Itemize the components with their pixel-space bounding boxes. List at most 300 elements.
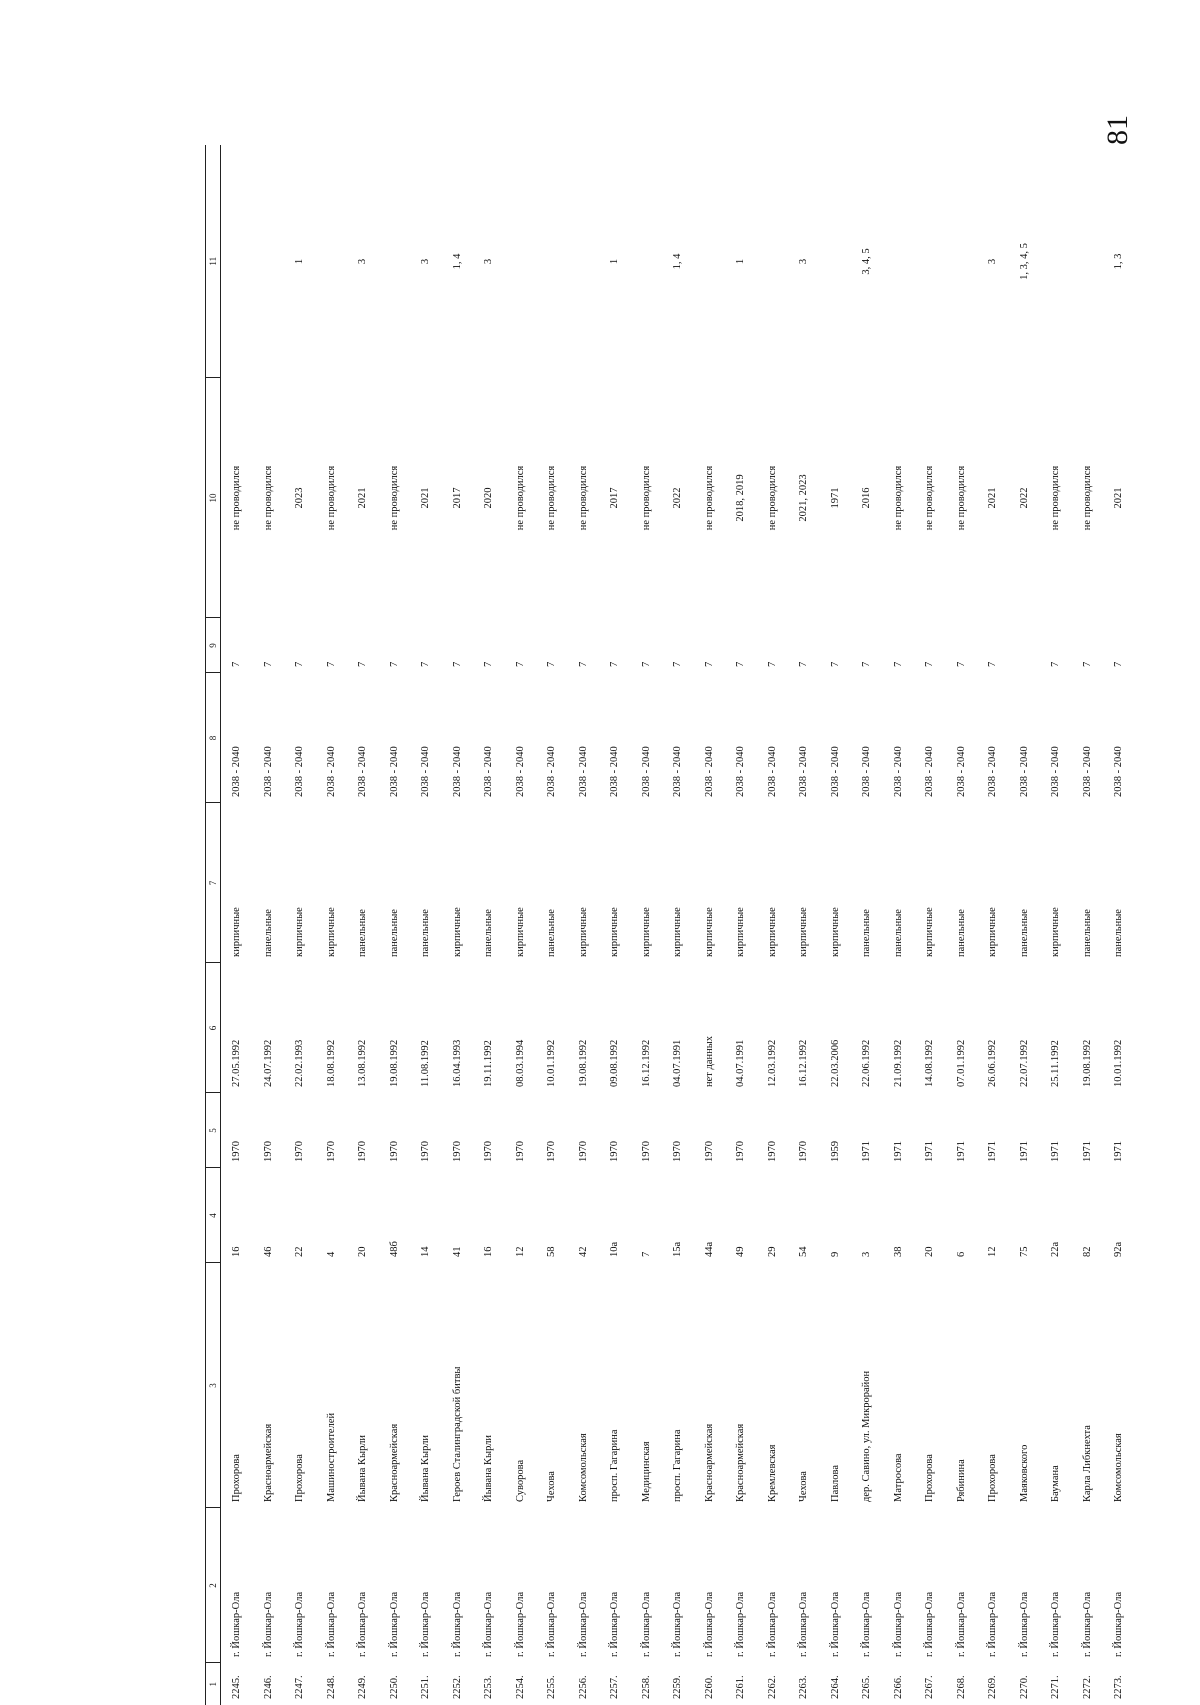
planned-period-cell: 2038 - 2040 xyxy=(451,746,463,797)
row-number-cell: 2257. xyxy=(609,1675,621,1699)
house-number-cell: 44а xyxy=(703,1241,715,1257)
house-number-cell: 10а xyxy=(609,1241,621,1257)
date-cell: 14.08.1992 xyxy=(924,1039,936,1087)
last-repair-cell: 2021 xyxy=(357,487,369,509)
table-row xyxy=(1072,145,1104,1705)
table-row xyxy=(1103,145,1135,1705)
col9-cell: 7 xyxy=(735,661,747,667)
repair-types-cell xyxy=(820,145,852,378)
repair-types-cell xyxy=(221,145,253,378)
street-cell: Йывана Кырли xyxy=(420,1434,432,1502)
row-number-cell: 2270. xyxy=(1018,1675,1030,1699)
col9-cell xyxy=(1009,618,1041,673)
house-number-cell: 22 xyxy=(294,1246,306,1257)
city-cell: г. Йошкар-Ола xyxy=(892,1591,904,1657)
house-number-cell: 58 xyxy=(546,1246,558,1257)
wall-material-cell: панельные xyxy=(892,909,904,957)
build-year-cell: 1970 xyxy=(735,1141,747,1162)
planned-period-cell: 2038 - 2040 xyxy=(609,746,621,797)
last-repair-cell: 2017 xyxy=(609,487,621,509)
col9-cell: 7 xyxy=(766,661,778,667)
table-row xyxy=(1009,145,1041,1705)
wall-material-cell: панельные xyxy=(483,909,495,957)
build-year-cell: 1971 xyxy=(987,1141,999,1162)
house-number-cell: 3 xyxy=(861,1251,873,1257)
street-cell: просп. Гагарина xyxy=(672,1429,684,1502)
wall-material-cell: кирпичные xyxy=(987,907,999,957)
wall-material-cell: кирпичные xyxy=(514,907,526,957)
build-year-cell: 1970 xyxy=(798,1141,810,1162)
column-header: 5 xyxy=(206,1093,221,1168)
city-cell: г. Йошкар-Ола xyxy=(1113,1591,1125,1657)
wall-material-cell: панельные xyxy=(546,909,558,957)
col9-cell: 7 xyxy=(577,661,589,667)
row-number-cell: 2249. xyxy=(357,1675,369,1699)
table-row xyxy=(914,145,946,1705)
planned-period-cell: 2038 - 2040 xyxy=(325,746,337,797)
planned-period-cell: 2038 - 2040 xyxy=(829,746,841,797)
house-number-cell: 16 xyxy=(231,1246,243,1257)
build-year-cell: 1970 xyxy=(672,1141,684,1162)
build-year-cell: 1970 xyxy=(420,1141,432,1162)
street-cell: Прохорова xyxy=(294,1454,306,1502)
table-row xyxy=(284,145,316,1705)
row-number-cell: 2250. xyxy=(388,1675,400,1699)
table-row xyxy=(316,145,348,1705)
row-number-cell: 2269. xyxy=(987,1675,999,1699)
build-year-cell: 1971 xyxy=(861,1141,873,1162)
planned-period-cell: 2038 - 2040 xyxy=(924,746,936,797)
repair-types-cell: 1 xyxy=(294,258,306,265)
col9-cell: 7 xyxy=(1050,661,1062,667)
col9-cell: 7 xyxy=(388,661,400,667)
city-cell: г. Йошкар-Ола xyxy=(640,1591,652,1657)
date-cell: 08.03.1994 xyxy=(514,1039,526,1087)
date-cell: 21.09.1992 xyxy=(892,1039,904,1087)
table-row xyxy=(473,145,505,1705)
city-cell: г. Йошкар-Ола xyxy=(420,1591,432,1657)
planned-period-cell: 2038 - 2040 xyxy=(766,746,778,797)
build-year-cell: 1970 xyxy=(703,1141,715,1162)
repair-types-cell: 3 xyxy=(798,258,810,265)
build-year-cell: 1971 xyxy=(955,1141,967,1162)
wall-material-cell: панельные xyxy=(1081,909,1093,957)
col9-cell: 7 xyxy=(546,661,558,667)
row-number-cell: 2261. xyxy=(735,1675,747,1699)
wall-material-cell: кирпичные xyxy=(640,907,652,957)
planned-period-cell: 2038 - 2040 xyxy=(1113,746,1125,797)
date-cell: 19.08.1992 xyxy=(388,1039,400,1087)
street-cell: Прохорова xyxy=(231,1454,243,1502)
col9-cell: 7 xyxy=(1113,661,1125,667)
row-number-cell: 2271. xyxy=(1050,1675,1062,1699)
repair-types-cell: 1, 3 xyxy=(1113,253,1125,270)
planned-period-cell: 2038 - 2040 xyxy=(514,746,526,797)
col9-cell: 7 xyxy=(703,661,715,667)
city-cell: г. Йошкар-Ола xyxy=(546,1591,558,1657)
city-cell: г. Йошкар-Ола xyxy=(483,1591,495,1657)
last-repair-cell: не проводился xyxy=(325,465,337,531)
street-cell: Прохорова xyxy=(924,1454,936,1502)
street-cell: Прохорова xyxy=(987,1454,999,1502)
table-row xyxy=(1040,145,1072,1705)
col9-cell: 7 xyxy=(483,661,495,667)
house-number-cell: 42 xyxy=(577,1246,589,1257)
date-cell: 16.12.1992 xyxy=(640,1039,652,1087)
wall-material-cell: панельные xyxy=(420,909,432,957)
row-number-cell: 2255. xyxy=(546,1675,558,1699)
date-cell: нет данных xyxy=(703,1035,715,1087)
repair-types-cell xyxy=(914,145,946,378)
city-cell: г. Йошкар-Ола xyxy=(672,1591,684,1657)
city-cell: г. Йошкар-Ола xyxy=(829,1591,841,1657)
build-year-cell: 1970 xyxy=(262,1141,274,1162)
table-row xyxy=(347,145,379,1705)
table-row xyxy=(442,145,474,1705)
last-repair-cell: 2017 xyxy=(451,487,463,509)
col9-cell: 7 xyxy=(609,661,621,667)
date-cell: 22.02.1993 xyxy=(294,1039,306,1087)
col9-cell: 7 xyxy=(262,661,274,667)
last-repair-cell: не проводился xyxy=(388,465,400,531)
street-cell: Павлова xyxy=(829,1464,841,1502)
wall-material-cell: кирпичные xyxy=(829,907,841,957)
repair-types-cell: 1 xyxy=(609,258,621,265)
wall-material-cell: кирпичные xyxy=(924,907,936,957)
planned-period-cell: 2038 - 2040 xyxy=(640,746,652,797)
last-repair-cell: 2022 xyxy=(672,487,684,509)
street-cell: Красноармейская xyxy=(735,1423,747,1502)
house-number-cell: 82 xyxy=(1081,1246,1093,1257)
city-cell: г. Йошкар-Ола xyxy=(924,1591,936,1657)
planned-period-cell: 2038 - 2040 xyxy=(892,746,904,797)
column-header: 2 xyxy=(206,1508,221,1663)
last-repair-cell: 2022 xyxy=(1018,487,1030,509)
table-row xyxy=(379,145,411,1705)
last-repair-cell: 2018, 2019 xyxy=(735,474,747,522)
house-number-cell: 12 xyxy=(514,1246,526,1257)
column-header: 3 xyxy=(206,1263,221,1508)
build-year-cell: 1970 xyxy=(609,1141,621,1162)
repair-types-cell xyxy=(946,145,978,378)
col9-cell: 7 xyxy=(987,661,999,667)
street-cell: Машиностроителей xyxy=(325,1412,337,1502)
planned-period-cell: 2038 - 2040 xyxy=(703,746,715,797)
city-cell: г. Йошкар-Ола xyxy=(798,1591,810,1657)
house-number-cell: 14 xyxy=(420,1246,432,1257)
city-cell: г. Йошкар-Ола xyxy=(955,1591,967,1657)
planned-period-cell: 2038 - 2040 xyxy=(987,746,999,797)
city-cell: г. Йошкар-Ола xyxy=(388,1591,400,1657)
street-cell: Комсомольская xyxy=(1113,1433,1125,1502)
column-header: 10 xyxy=(206,378,221,618)
row-number-cell: 2272. xyxy=(1081,1675,1093,1699)
date-cell: 11.08.1992 xyxy=(420,1040,432,1087)
date-cell: 10.01.1992 xyxy=(1113,1039,1125,1087)
street-cell: Маяковского xyxy=(1018,1444,1030,1502)
date-cell: 26.06.1992 xyxy=(987,1039,999,1087)
house-number-cell: 20 xyxy=(357,1246,369,1257)
last-repair-cell: не проводился xyxy=(766,465,778,531)
last-repair-cell: 2016 xyxy=(861,487,873,509)
build-year-cell: 1970 xyxy=(514,1141,526,1162)
col9-cell: 7 xyxy=(640,661,652,667)
last-repair-cell: не проводился xyxy=(703,465,715,531)
col9-cell: 7 xyxy=(325,661,337,667)
build-year-cell: 1970 xyxy=(483,1141,495,1162)
row-number-cell: 2266. xyxy=(892,1675,904,1699)
house-number-cell: 6 xyxy=(955,1251,967,1257)
repair-types-cell xyxy=(883,145,915,378)
row-number-cell: 2259. xyxy=(672,1675,684,1699)
repair-types-cell xyxy=(536,145,568,378)
house-number-cell: 4 xyxy=(325,1251,337,1257)
build-year-cell: 1970 xyxy=(766,1141,778,1162)
date-cell: 24.07.1992 xyxy=(262,1039,274,1087)
repair-types-cell: 1, 4 xyxy=(672,253,684,270)
repair-types-cell: 1 xyxy=(735,258,747,265)
last-repair-cell: не проводился xyxy=(546,465,558,531)
date-cell: 18.08.1992 xyxy=(325,1039,337,1087)
date-cell: 04.07.1991 xyxy=(735,1039,747,1087)
last-repair-cell: 1971 xyxy=(829,487,841,509)
street-cell: Комсомольская xyxy=(577,1433,589,1502)
street-cell: Героев Сталинградской битвы xyxy=(451,1366,463,1502)
repair-types-cell xyxy=(316,145,348,378)
build-year-cell: 1970 xyxy=(640,1141,652,1162)
planned-period-cell: 2038 - 2040 xyxy=(577,746,589,797)
build-year-cell: 1971 xyxy=(924,1141,936,1162)
column-header: 9 xyxy=(206,618,221,673)
repair-types-cell xyxy=(694,145,726,378)
house-number-cell: 20 xyxy=(924,1246,936,1257)
repair-types-cell xyxy=(1072,145,1104,378)
wall-material-cell: панельные xyxy=(955,909,967,957)
city-cell: г. Йошкар-Ола xyxy=(262,1591,274,1657)
last-repair-cell: 2023 xyxy=(294,487,306,509)
city-cell: г. Йошкар-Ола xyxy=(609,1591,621,1657)
date-cell: 09.08.1992 xyxy=(609,1039,621,1087)
table-row xyxy=(221,145,253,1705)
planned-period-cell: 2038 - 2040 xyxy=(546,746,558,797)
wall-material-cell: кирпичные xyxy=(735,907,747,957)
wall-material-cell: панельные xyxy=(262,909,274,957)
repair-types-cell: 1, 4 xyxy=(451,253,463,270)
repair-types-cell xyxy=(379,145,411,378)
house-number-cell: 29 xyxy=(766,1246,778,1257)
street-cell: Красноармейская xyxy=(262,1423,274,1502)
wall-material-cell: кирпичные xyxy=(577,907,589,957)
last-repair-cell: не проводился xyxy=(924,465,936,531)
table-row xyxy=(410,145,442,1705)
col9-cell: 7 xyxy=(672,661,684,667)
column-header: 1 xyxy=(206,1663,221,1705)
table-row xyxy=(788,145,820,1705)
date-cell: 12.03.1992 xyxy=(766,1039,778,1087)
wall-material-cell: кирпичные xyxy=(672,907,684,957)
row-number-cell: 2263. xyxy=(798,1675,810,1699)
city-cell: г. Йошкар-Ола xyxy=(861,1591,873,1657)
col9-cell: 7 xyxy=(892,661,904,667)
street-cell: Матросова xyxy=(892,1453,904,1502)
city-cell: г. Йошкар-Ола xyxy=(735,1591,747,1657)
house-number-cell: 48б xyxy=(388,1241,400,1257)
page-number: 81 xyxy=(1101,115,1134,145)
last-repair-cell: 2021, 2023 xyxy=(798,474,810,522)
last-repair-cell: 2021 xyxy=(987,487,999,509)
last-repair-cell: не проводился xyxy=(1050,465,1062,531)
street-cell: дер. Савино, ул. Микрорайон xyxy=(861,1370,873,1502)
street-cell: Кремлевская xyxy=(766,1444,778,1502)
table-row xyxy=(631,145,663,1705)
planned-period-cell: 2038 - 2040 xyxy=(861,746,873,797)
table-row xyxy=(820,145,852,1705)
column-header: 8 xyxy=(206,673,221,803)
street-cell: Суворова xyxy=(514,1459,526,1502)
date-cell: 04.07.1991 xyxy=(672,1039,684,1087)
city-cell: г. Йошкар-Ола xyxy=(766,1591,778,1657)
planned-period-cell: 2038 - 2040 xyxy=(1018,746,1030,797)
row-number-cell: 2252. xyxy=(451,1675,463,1699)
date-cell: 16.12.1992 xyxy=(798,1039,810,1087)
wall-material-cell: кирпичные xyxy=(703,907,715,957)
build-year-cell: 1959 xyxy=(829,1141,841,1162)
date-cell: 19.08.1992 xyxy=(577,1039,589,1087)
planned-period-cell: 2038 - 2040 xyxy=(262,746,274,797)
planned-period-cell: 2038 - 2040 xyxy=(294,746,306,797)
col9-cell: 7 xyxy=(357,661,369,667)
repair-types-cell: 3, 4, 5 xyxy=(861,248,873,275)
row-number-cell: 2258. xyxy=(640,1675,652,1699)
last-repair-cell: 2021 xyxy=(420,487,432,509)
table-row xyxy=(757,145,789,1705)
row-number-cell: 2267. xyxy=(924,1675,936,1699)
date-cell: 25.11.1992 xyxy=(1050,1040,1062,1087)
col9-cell: 7 xyxy=(955,661,967,667)
last-repair-cell: не проводился xyxy=(262,465,274,531)
row-number-cell: 2254. xyxy=(514,1675,526,1699)
build-year-cell: 1970 xyxy=(577,1141,589,1162)
table-row xyxy=(851,145,883,1705)
city-cell: г. Йошкар-Ола xyxy=(577,1591,589,1657)
wall-material-cell: панельные xyxy=(388,909,400,957)
repair-types-cell xyxy=(505,145,537,378)
build-year-cell: 1970 xyxy=(231,1141,243,1162)
date-cell: 19.11.1992 xyxy=(483,1040,495,1087)
wall-material-cell: кирпичные xyxy=(325,907,337,957)
street-cell: Чехова xyxy=(798,1471,810,1502)
date-cell: 22.07.1992 xyxy=(1018,1039,1030,1087)
planned-period-cell: 2038 - 2040 xyxy=(1081,746,1093,797)
last-repair-cell: не проводился xyxy=(514,465,526,531)
build-year-cell: 1970 xyxy=(451,1141,463,1162)
house-number-cell: 41 xyxy=(451,1246,463,1257)
row-number-cell: 2247. xyxy=(294,1675,306,1699)
repair-types-cell xyxy=(757,145,789,378)
build-year-cell: 1971 xyxy=(892,1141,904,1162)
planned-period-cell: 2038 - 2040 xyxy=(672,746,684,797)
last-repair-cell: 2020 xyxy=(483,487,495,509)
repair-types-cell: 3 xyxy=(483,258,495,265)
row-number-cell: 2264. xyxy=(829,1675,841,1699)
repair-types-cell xyxy=(253,145,285,378)
column-number-row xyxy=(206,145,221,1705)
col9-cell: 7 xyxy=(451,661,463,667)
row-number-cell: 2260. xyxy=(703,1675,715,1699)
city-cell: г. Йошкар-Ола xyxy=(1018,1591,1030,1657)
house-number-cell: 49 xyxy=(735,1246,747,1257)
house-number-cell: 16 xyxy=(483,1246,495,1257)
last-repair-cell: 2021 xyxy=(1113,487,1125,509)
repair-types-cell xyxy=(631,145,663,378)
house-number-cell: 46 xyxy=(262,1246,274,1257)
city-cell: г. Йошкар-Ола xyxy=(325,1591,337,1657)
col9-cell: 7 xyxy=(514,661,526,667)
col9-cell: 7 xyxy=(294,661,306,667)
row-number-cell: 2248. xyxy=(325,1675,337,1699)
city-cell: г. Йошкар-Ола xyxy=(703,1591,715,1657)
planned-period-cell: 2038 - 2040 xyxy=(420,746,432,797)
last-repair-cell: не проводился xyxy=(1081,465,1093,531)
planned-period-cell: 2038 - 2040 xyxy=(798,746,810,797)
table-row xyxy=(505,145,537,1705)
repair-types-cell: 3 xyxy=(987,258,999,265)
wall-material-cell: панельные xyxy=(357,909,369,957)
housing-register-table xyxy=(205,145,1135,1705)
table-row xyxy=(599,145,631,1705)
build-year-cell: 1970 xyxy=(325,1141,337,1162)
city-cell: г. Йошкар-Ола xyxy=(1081,1591,1093,1657)
table-row xyxy=(946,145,978,1705)
date-cell: 19.08.1992 xyxy=(1081,1039,1093,1087)
date-cell: 22.06.1992 xyxy=(861,1039,873,1087)
repair-types-cell: 3 xyxy=(357,258,369,265)
build-year-cell: 1970 xyxy=(294,1141,306,1162)
row-number-cell: 2268. xyxy=(955,1675,967,1699)
column-header: 6 xyxy=(206,963,221,1093)
table-row xyxy=(568,145,600,1705)
house-number-cell: 92а xyxy=(1113,1241,1125,1257)
row-number-cell: 2256. xyxy=(577,1675,589,1699)
repair-types-cell xyxy=(568,145,600,378)
wall-material-cell: кирпичные xyxy=(798,907,810,957)
wall-material-cell: кирпичные xyxy=(294,907,306,957)
build-year-cell: 1971 xyxy=(1113,1141,1125,1162)
wall-material-cell: панельные xyxy=(861,909,873,957)
column-header: 7 xyxy=(206,803,221,963)
table-row xyxy=(977,145,1009,1705)
house-number-cell: 38 xyxy=(892,1246,904,1257)
city-cell: г. Йошкар-Ола xyxy=(1050,1591,1062,1657)
city-cell: г. Йошкар-Ола xyxy=(231,1591,243,1657)
row-number-cell: 2245. xyxy=(231,1675,243,1699)
wall-material-cell: кирпичные xyxy=(1050,907,1062,957)
wall-material-cell: кирпичные xyxy=(231,907,243,957)
col9-cell: 7 xyxy=(231,661,243,667)
house-number-cell: 54 xyxy=(798,1246,810,1257)
planned-period-cell: 2038 - 2040 xyxy=(231,746,243,797)
last-repair-cell: не проводился xyxy=(892,465,904,531)
street-cell: Красноармейская xyxy=(703,1423,715,1502)
row-number-cell: 2251. xyxy=(420,1675,432,1699)
planned-period-cell: 2038 - 2040 xyxy=(483,746,495,797)
wall-material-cell: кирпичные xyxy=(609,907,621,957)
wall-material-cell: панельные xyxy=(1018,909,1030,957)
table-row xyxy=(253,145,285,1705)
wall-material-cell: панельные xyxy=(1113,909,1125,957)
house-number-cell: 12 xyxy=(987,1246,999,1257)
house-number-cell: 22а xyxy=(1050,1241,1062,1257)
